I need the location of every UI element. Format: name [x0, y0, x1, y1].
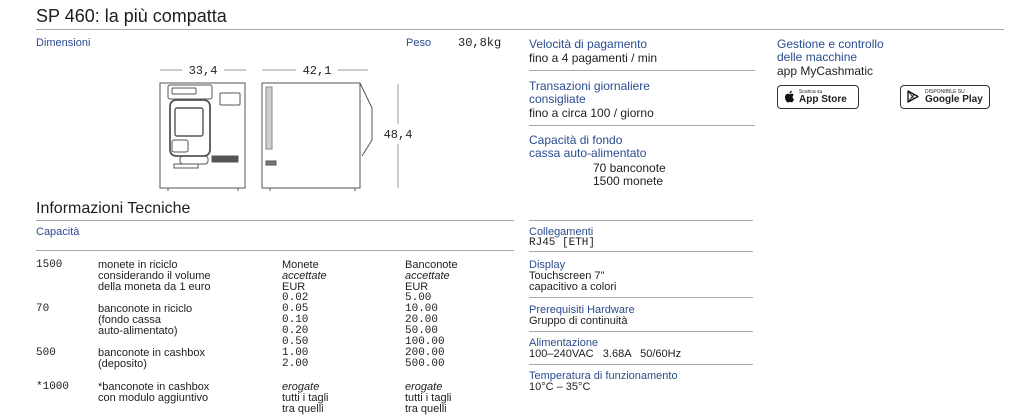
capacity-qty-1000: *1000 [36, 381, 70, 393]
notes-out: erogate tutti i tagli tra quelli [405, 381, 452, 415]
transactions-divider [529, 125, 755, 126]
coins-column: Monete accettate EUR 0.02 0.05 0.10 0.20 0.50 1.00 2.00 [282, 259, 327, 370]
height-label: 48,4 [383, 128, 413, 142]
capacity-desc-500: banconote in cashbox (deposito) [98, 347, 206, 370]
app-store-small: Scarica su [799, 89, 823, 95]
capacity-desc-1500: monete in riciclo considerando il volume della moneta da 1 euro [98, 259, 211, 293]
spec-value-temperature: 10°C – 35°C [529, 381, 591, 393]
capacity-qty-70: 70 [36, 303, 50, 315]
spec-label-hardware: Prerequisiti Hardware [529, 304, 635, 316]
coins-out: erogate tutti i tagli tra quelli [282, 381, 329, 415]
specs-divider-2 [529, 297, 753, 298]
speed-divider [529, 70, 755, 71]
specs-divider-1 [529, 251, 753, 252]
specs-divider-0 [529, 220, 753, 221]
capacity-divider [36, 250, 514, 251]
spec-label-display: Display [529, 259, 566, 271]
capacity-qty-1500: 1500 [36, 259, 63, 271]
google-play-text: Google Play [925, 94, 983, 105]
capacity-qty-500: 500 [36, 347, 56, 359]
spec-value-connections: RJ45 [ETH] [529, 237, 596, 249]
transactions-label: Transazioni giornaliere consigliate [529, 79, 650, 106]
weight-label: Peso [406, 37, 432, 49]
google-play-badge[interactable] [900, 85, 990, 109]
dimensions-label: Dimensioni [36, 37, 91, 49]
page-title: SP 460: la più compatta [36, 6, 227, 26]
front-view [160, 83, 245, 191]
spec-label-power: Alimentazione [529, 337, 599, 349]
spec-value-power: 100–240VAC 3.68A 50/60Hz [529, 348, 682, 360]
side-view [262, 83, 372, 191]
app-store-text: App Store [799, 94, 847, 105]
capacity-desc-70: banconote in riciclo (fondo cassa auto-alimentato) [98, 303, 193, 337]
speed-label: Velocità di pagamento [529, 37, 648, 51]
width-side-label: 42,1 [302, 64, 332, 78]
spec-label-connections: Collegamenti [529, 226, 594, 238]
tech-divider [36, 220, 514, 221]
google-play-icon [907, 90, 919, 103]
spec-value-hardware: Gruppo di continuità [529, 315, 628, 327]
float-values: 70 banconote 1500 monete [593, 161, 666, 188]
google-play-small: DISPONIBILE SU [925, 89, 965, 95]
spec-label-temperature: Temperatura di funzionamento [529, 370, 678, 382]
transactions-value: fino a circa 100 / giorno [529, 106, 654, 120]
title-divider [36, 29, 1004, 30]
specs-divider-3 [529, 331, 753, 332]
management-value: app MyCashmatic [777, 64, 874, 78]
speed-value: fino a 4 pagamenti / min [529, 51, 658, 65]
capacity-label: Capacità [36, 226, 80, 238]
weight-value: 30,8kg [458, 36, 502, 50]
float-label: Capacità di fondo cassa auto-alimentato [529, 133, 647, 160]
tech-info-title: Informazioni Tecniche [36, 200, 191, 217]
management-label: Gestione e controllo delle macchine [777, 37, 884, 64]
machine-drawing [150, 60, 420, 195]
specs-divider-4 [529, 364, 753, 365]
coins-title: Monete [282, 259, 319, 271]
apple-icon [784, 90, 795, 103]
app-store-badge[interactable] [777, 85, 859, 109]
notes-column: Banconote accettate EUR 5.00 10.00 20.00 50.00 100.00 200.00 500.00 [405, 259, 458, 370]
capacity-desc-1000: *banconote in cashbox con modulo aggiuntivo [98, 381, 210, 404]
spec-value-display: Touchscreen 7" capacitivo a colori [529, 270, 617, 293]
notes-title: Banconote [405, 259, 458, 271]
width-front-label: 33,4 [188, 64, 218, 78]
